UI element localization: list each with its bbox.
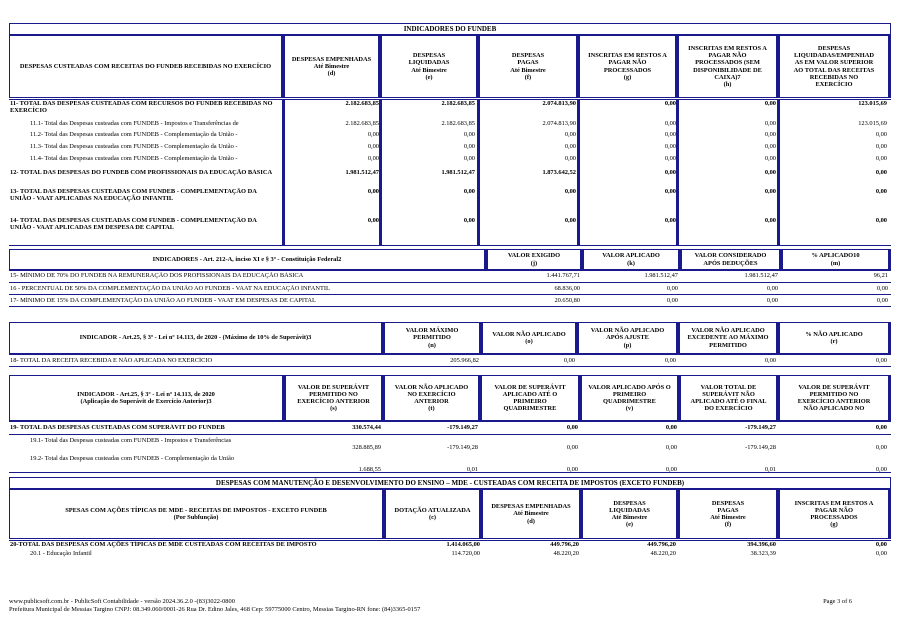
section2-row-value: 1.981.512,47 (744, 272, 778, 279)
section1-row-value: 0,00 (875, 131, 887, 138)
section1-row-value: 2.074.813,90 (542, 100, 576, 107)
section4-row-value: 330.574,44 (352, 424, 381, 431)
section5-col-c-header: DOTAÇÃO ATUALIZADA (c) (385, 489, 482, 539)
page-number: Page 3 of 6 (823, 598, 852, 605)
section1-row-value: 0,00 (764, 131, 776, 138)
section5-col-d-header: DESPESAS EMPENHADAS Até Bimestre (d) (482, 489, 582, 539)
section3-row-value: 0,00 (875, 357, 887, 364)
section3-col-q-header: VALOR NÃO APLICADO EXCEDENTE AO MÁXIMO PERMITIDO (679, 322, 779, 354)
section2-col-l-header: VALOR CONSIDERADO APÓS DEDUÇÕES (681, 249, 782, 270)
section3-row-value: 0,00 (664, 357, 676, 364)
section1-row-label: 11- TOTAL DAS DESPESAS CUSTEADAS COM RECURSOS DO FUNDEB RECEBIDAS NO EXERCÍCIO (10, 100, 273, 114)
section2-row-value: 0,00 (766, 285, 778, 292)
section1-row-value: 0,00 (564, 155, 576, 162)
section2-row-value: 0,00 (666, 297, 678, 304)
section2-row-value: 1.981.512,47 (644, 272, 678, 279)
section2-row-value: 96,21 (873, 272, 888, 279)
section4-row-value: 328.885,89 (352, 444, 381, 451)
row-divider (9, 245, 891, 246)
section5-col-f-header: DESPESAS PAGAS Até Bimestre (f) (679, 489, 779, 539)
section1-row-value: 0,00 (463, 188, 475, 195)
section1-row-value: 0,00 (764, 188, 776, 195)
section3-row-value: 205.966,82 (450, 357, 479, 364)
column-separator (577, 99, 580, 245)
row-divider (9, 472, 891, 473)
section2-col-m-header: % APLICADO10 (m) (782, 249, 891, 270)
section5-row-label: 20-TOTAL DAS DESPESAS COM AÇÕES TÍPICAS DE MDE CUSTEADAS COM RECEITAS DE IMPOSTO (10, 541, 317, 548)
row-divider (9, 366, 891, 367)
section1-row-value: 0,00 (764, 169, 776, 176)
section1-row-value: 0,00 (664, 143, 676, 150)
section1-row-value: 123.015,69 (858, 100, 887, 107)
section4-col-v-header: VALOR APLICADO APÓS O PRIMEIRO QUADRIMESTRE (v) (581, 375, 680, 421)
section1-row-value: 0,00 (764, 100, 776, 107)
section4-row-value: 0,00 (875, 444, 887, 451)
section2-row-label: 15- MÍNIMO DE 70% DO FUNDEB NA REMUNERAÇÃO DOS PROFISSIONAIS DA EDUCAÇÃO BÁSICA (10, 272, 304, 279)
section2-row-label: 16 - PERCENTUAL DE 50% DA COMPLEMENTAÇÃO DA UNIÃO AO FUNDEB - VAAT NA EDUCAÇÃO INFANTIL (10, 285, 330, 292)
section1-row-value: 0,00 (875, 217, 887, 224)
section1-row-value: 2.182.683,85 (345, 100, 379, 107)
section1-row-value: 0,00 (564, 131, 576, 138)
section2-row-value: 20.650,80 (554, 297, 580, 304)
section1-col-i-header: DESPESAS LIQUIDADAS/EMPENHAD AS EM VALOR SUPERIOR AO TOTAL DAS RECEITAS RECEBIDAS NO EXERCÍCIO (779, 35, 891, 98)
section1-row-value: 0,00 (463, 143, 475, 150)
section4-row-label: 19- TOTAL DAS DESPESAS CUSTEADAS COM SUPERÁVIT DO FUNDEB (10, 424, 225, 431)
column-separator (282, 99, 285, 245)
section1-row-value: 0,00 (875, 143, 887, 150)
section1-row-value: 0,00 (664, 188, 676, 195)
section1-row-label: 13- TOTAL DAS DESPESAS CUSTEADAS COM FUNDEB - COMPLEMENTAÇÃO DA UNIÃO - VAAT APLICADAS NA EDUCAÇÃO INFANTIL (10, 188, 257, 202)
column-separator (477, 99, 480, 245)
section4-row-value: -179.149,27 (745, 424, 776, 431)
section1-row-value: 0,00 (664, 155, 676, 162)
section4-col-u-header: VALOR DE SUPERÁVIT APLICADO ATÉ O PRIMEIRO QUADRIMESTRE (481, 375, 581, 421)
section5-title: DESPESAS COM MANUTENÇÃO E DESENVOLVIMENTO DO ENSINO – MDE - CUSTEADAS COM RECEITA DE IMPOSTOS (EXCETO FUNDEB) (9, 477, 891, 489)
section2-row-value: 0,00 (876, 297, 888, 304)
section1-row-value: 0,00 (875, 188, 887, 195)
section1-col-d-header: DESPESAS EMPENHADAS Até Bimestre (d) (284, 35, 381, 98)
section4-row-value: 1.688,55 (358, 466, 381, 473)
section4-row-label: 19.1- Total das Despesas custeadas com FUNDEB - Impostos e Transferências (30, 437, 232, 444)
column-separator (777, 99, 780, 245)
section1-row-value: 2.182.683,85 (441, 100, 475, 107)
section2-col-k-header: VALOR APLICADO (k) (583, 249, 681, 270)
section1-row-value: 0,00 (367, 217, 379, 224)
section2-row-value: 68.836,00 (554, 285, 580, 292)
section3-row-value: 0,00 (764, 357, 776, 364)
row-divider (9, 99, 891, 100)
section5-row-value: 48.220,20 (553, 550, 579, 557)
row-divider (9, 282, 891, 283)
section1-row-value: 0,00 (463, 217, 475, 224)
section2-row-value: 0,00 (876, 285, 888, 292)
column-separator (676, 99, 679, 245)
section5-main-header: SPESAS COM AÇÕES TÍPICAS DE MDE - RECEITAS DE IMPOSTOS - EXCETO FUNDEB (Por Subfunção) (9, 489, 385, 539)
section1-row-label: 11.1- Total das Despesas custeadas com FUNDEB - Impostos e Transferências de (30, 120, 239, 127)
row-divider (9, 270, 891, 271)
section5-row-value: 0,00 (875, 550, 887, 557)
section4-row-value: 0,00 (566, 466, 578, 473)
section3-col-o-header: VALOR NÃO APLICADO (o) (482, 322, 578, 354)
section5-row-value: 449.796,20 (550, 541, 579, 548)
section1-row-value: 0,00 (764, 217, 776, 224)
section2-row-label: 17- MÍNIMO DE 15% DA COMPLEMENTAÇÃO DA UNIÃO AO FUNDEB - VAAT EM DESPESAS DE CAPITAL (10, 297, 316, 304)
section5-row-value: 1.414.065,00 (446, 541, 480, 548)
section5-row-value: 0,00 (875, 541, 887, 548)
section4-row-value: 0,00 (875, 424, 887, 431)
section4-row-value: 0,00 (566, 424, 578, 431)
section3-row-value: 0,00 (563, 357, 575, 364)
section4-row-value: 0,00 (665, 424, 677, 431)
section4-row-value: -179.149,28 (745, 444, 776, 451)
section4-row-value: 0,00 (665, 466, 677, 473)
section1-row-label: 12- TOTAL DAS DESPESAS DO FUNDEB COM PROFISSIONAIS DA EDUCAÇÃO BÁSICA (10, 169, 273, 176)
section5-col-g-header: INSCRITAS EM RESTOS A PAGAR NÃO PROCESSADOS (g) (779, 489, 891, 539)
section3-col-r-header: % NÃO APLICADO (r) (779, 322, 891, 354)
section1-row-value: 0,00 (664, 100, 676, 107)
section5-row-value: 114.720,00 (451, 550, 480, 557)
section1-row-value: 0,00 (463, 131, 475, 138)
section4-row-value: 0,01 (466, 466, 478, 473)
section2-row-value: 0,00 (666, 285, 678, 292)
section1-row-value: 1.981.512,47 (441, 169, 475, 176)
section3-col-p-header: VALOR NÃO APLICADO APÓS AJUSTE (p) (578, 322, 679, 354)
section1-row-value: 0,00 (463, 155, 475, 162)
row-divider (9, 421, 891, 422)
section4-row-label: 19.2- Total das Despesas custeadas com FUNDEB - Complementação da União (30, 455, 235, 462)
section1-row-value: 1.981.512,47 (345, 169, 379, 176)
section1-row-value: 1.873.642,52 (542, 169, 576, 176)
section1-row-value: 0,00 (564, 188, 576, 195)
section4-row-value: -179.149,27 (447, 424, 478, 431)
section1-row-value: 0,00 (564, 217, 576, 224)
section1-row-value: 0,00 (764, 155, 776, 162)
row-divider (9, 294, 891, 295)
section5-row-value: 449.796,20 (647, 541, 676, 548)
section1-row-value: 123.015,69 (858, 120, 887, 127)
section1-row-value: 0,00 (664, 131, 676, 138)
section1-row-label: 14- TOTAL DAS DESPESAS CUSTEADAS COM FUNDEB - COMPLEMENTAÇÃO DA UNIÃO - VAAT APLICADAS EM DESPESA DE CAPITAL (10, 217, 257, 231)
section5-row-value: 48.220,20 (650, 550, 676, 557)
section1-row-value: 0,00 (764, 120, 776, 127)
footer-line1: www.publicsoft.com.br - PublicSoft Contabilidade - versão 2024.36.2.0 -(83)3022-0800 (9, 598, 235, 605)
section5-row-value: 394.396,60 (747, 541, 776, 548)
section4-col-x-header: VALOR DE SUPERÁVIT PERMITIDO NO EXERCÍCIO ANTERIOR NÃO APLICADO NO (779, 375, 891, 421)
section2-row-value: 1.441.767,71 (546, 272, 580, 279)
section4-row-value: 0,00 (665, 444, 677, 451)
section1-col-e-header: DESPESAS LIQUIDADAS Até Bimestre (e) (381, 35, 479, 98)
section5-row-value: 38.323,39 (750, 550, 776, 557)
section4-row-value: 0,00 (566, 444, 578, 451)
section1-col-f-header: DESPESAS PAGAS Até Bimestre (f) (479, 35, 579, 98)
section1-row-value: 0,00 (875, 169, 887, 176)
section1-row-value: 2.182.683,85 (441, 120, 475, 127)
section1-row-value: 0,00 (367, 155, 379, 162)
section1-row-value: 0,00 (564, 143, 576, 150)
section5-col-e-header: DESPESAS LIQUIDADAS Até Bimestre (e) (582, 489, 679, 539)
section4-col-w-header: VALOR TOTAL DE SUPERÁVIT NÃO APLICADO ATÉ O FINAL DO EXERCÍCIO (680, 375, 779, 421)
section1-main-header: DESPESAS CUSTEADAS COM RECEITAS DO FUNDEB RECEBIDAS NO EXERCÍCIO (9, 35, 284, 98)
section1-row-value: 2.074.813,90 (542, 120, 576, 127)
row-divider (9, 540, 891, 541)
section1-row-label: 11.3- Total das Despesas custeadas com FUNDEB - Complementação da União - (30, 143, 238, 150)
section1-col-h-header: INSCRITAS EM RESTOS A PAGAR NÃO PROCESSADOS (SEM DISPONIBILIDADE DE CAIXA)7 (h) (678, 35, 779, 98)
section1-row-value: 0,00 (764, 143, 776, 150)
row-divider (9, 354, 891, 355)
section4-row-value: -179.149,28 (447, 444, 478, 451)
footer-line2: Prefeitura Municipal de Messias Targino CNPJ: 08.349.060/0001-26 Rua Dr. Edino Jales, 468 Cep: 59775000 Centro, Messias Targino-RN fone: (84)3365-0157 (9, 606, 421, 613)
section3-col-n-header: VALOR MÁXIMO PERMITIDO (n) (384, 322, 482, 354)
row-divider (9, 434, 891, 435)
section1-col-g-header: INSCRITAS EM RESTOS A PAGAR NÃO PROCESSADOS (g) (579, 35, 678, 98)
section1-row-label: 11.4- Total das Despesas custeadas com FUNDEB - Complementação da União - (30, 155, 238, 162)
section3-main-header: INDICADOR - Art.25, § 3º - Lei nº 14.113, de 2020 - (Máximo de 10% de Superávit)3 (9, 322, 384, 354)
section1-row-label: 11.2- Total das Despesas custeadas com FUNDEB - Complementação da União - (30, 131, 238, 138)
section2-main-header: INDICADORES - Art. 212-A, inciso XI e § 3º - Constituição Federal2 (9, 249, 487, 270)
section5-row-label: 20.1 - Educação Infantil (30, 550, 92, 557)
column-separator (379, 99, 382, 245)
section1-row-value: 2.182.683,85 (345, 120, 379, 127)
section4-main-header: INDICADOR - Art.25, § 3º - Lei nº 14.113, de 2020 (Aplicação do Superávit de Exercício Anterior)3 (9, 375, 285, 421)
section1-title: INDICADORES DO FUNDEB (9, 23, 891, 35)
section1-row-value: 0,00 (367, 188, 379, 195)
section1-row-value: 0,00 (664, 169, 676, 176)
section1-row-value: 0,00 (664, 217, 676, 224)
section4-row-value: 0,01 (764, 466, 776, 473)
section1-row-value: 0,00 (875, 155, 887, 162)
section3-row-label: 18- TOTAL DA RECEITA RECEBIDA E NÃO APLICADA NO EXERCÍCIO (10, 357, 213, 364)
section1-row-value: 0,00 (367, 131, 379, 138)
section1-row-value: 0,00 (367, 143, 379, 150)
row-divider (9, 306, 891, 307)
section4-col-s-header: VALOR DE SUPERÁVIT PERMITIDO NO EXERCÍCIO ANTERIOR (s) (285, 375, 384, 421)
section2-row-value: 0,00 (766, 297, 778, 304)
section1-row-value: 0,00 (664, 120, 676, 127)
section2-col-j-header: VALOR EXIGIDO (j) (487, 249, 583, 270)
section4-col-t-header: VALOR NÃO APLICADO NO EXERCÍCIO ANTERIOR (t) (384, 375, 481, 421)
section4-row-value: 0,00 (875, 466, 887, 473)
